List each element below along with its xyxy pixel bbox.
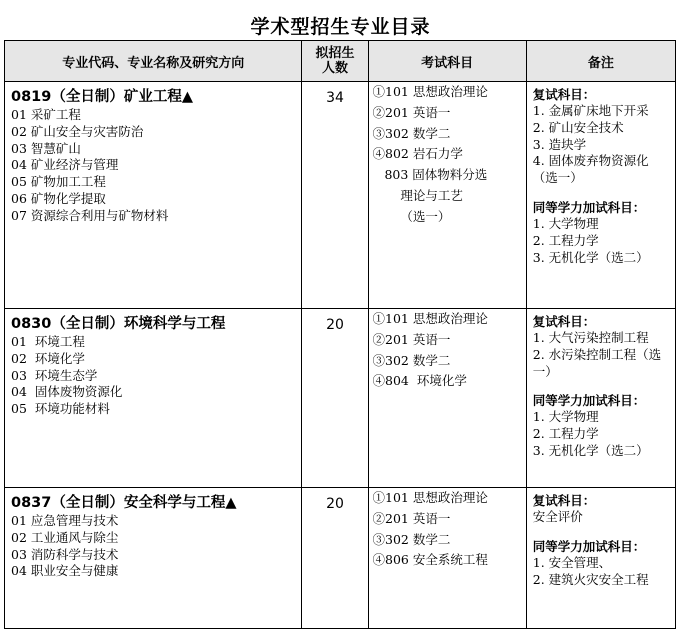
retest-item: 安全评价 (532, 509, 583, 524)
table-row (5, 82, 676, 309)
major-heading: 0837（全日制）安全科学与工程▲ (11, 495, 237, 511)
exam-item: ①101 思想政治理论 (372, 84, 488, 99)
direction-item: 03 消防科学与技术 (11, 546, 119, 562)
equiv-item: 1. 安全管理、 (532, 554, 612, 570)
quota-value: 20 (326, 317, 344, 333)
retest-heading: 复试科目： (532, 314, 596, 329)
equiv-item: 2. 建筑火灾安全工程 (532, 571, 649, 587)
exam-item: 803 固体物料分选 (372, 167, 488, 183)
direction-item: 07 资源综合利用与矿物材料 (11, 207, 169, 223)
header-quota-line2: 人数 (321, 61, 348, 76)
equiv-item: 2. 工程力学 (532, 232, 599, 248)
page-title: 学术型招生专业目录 (250, 16, 431, 38)
exams-cell (368, 488, 526, 629)
equiv-item: 2. 工程力学 (532, 426, 599, 442)
retest-heading: 复试科目： (532, 87, 596, 102)
retest-item: 3. 造块学 (532, 136, 587, 152)
direction-item: 04 职业安全与健康 (11, 563, 119, 579)
header-notes: 备注 (526, 41, 675, 82)
retest-item: 1. 大气污染控制工程 (532, 330, 649, 345)
direction-item: 04 矿业经济与管理 (11, 157, 119, 173)
header-quota-line1: 拟招生 (315, 46, 355, 61)
direction-item: 02 环境化学 (11, 350, 85, 366)
quota-value: 20 (326, 496, 344, 512)
direction-item: 02 工业通风与除尘 (11, 529, 119, 545)
table-header-row (5, 41, 676, 82)
major-catalog-table (4, 40, 676, 629)
direction-item: 03 智慧矿山 (11, 140, 81, 156)
direction-item: 01 采矿工程 (11, 107, 81, 122)
exam-item: ③302 数学二 (372, 125, 451, 141)
quota-cell (302, 309, 368, 488)
equiv-item: 1. 大学物理 (532, 409, 599, 425)
exam-item: ②201 英语一 (372, 104, 451, 120)
major-cell (5, 488, 302, 629)
direction-item: 02 矿山安全与灾害防治 (11, 123, 144, 139)
exam-item: ④804 环境化学 (372, 373, 467, 389)
equiv-item: 3. 无机化学（选二） (532, 249, 649, 265)
quota-value: 34 (326, 90, 344, 106)
direction-item: 05 环境功能材料 (11, 401, 110, 417)
retest-heading: 复试科目： (532, 493, 596, 508)
exam-item: ③302 数学二 (372, 531, 451, 547)
exams-cell (368, 82, 526, 309)
header-quota (302, 41, 368, 82)
retest-item: 4. 固体废弃物资源化 （选一） (532, 153, 649, 186)
exam-item: （选一） (372, 208, 451, 224)
notes-cell (526, 82, 675, 309)
table-row (5, 488, 676, 629)
exam-item: ②201 英语一 (372, 331, 451, 347)
exam-item: 理论与工艺 (372, 187, 463, 203)
header-major: 专业代码、专业名称及研究方向 (5, 41, 302, 82)
major-cell (5, 309, 302, 488)
retest-item: 1. 金属矿床地下开采 (532, 103, 649, 118)
equiv-heading: 同等学力加试科目： (532, 199, 646, 215)
exam-item: ②201 英语一 (372, 510, 451, 526)
direction-item: 06 矿物化学提取 (11, 190, 106, 206)
notes-cell (526, 309, 675, 488)
direction-item: 04 固体废物资源化 (11, 384, 123, 400)
direction-item: 01 环境工程 (11, 334, 85, 349)
equiv-item: 1. 大学物理 (532, 215, 599, 231)
direction-item: 01 应急管理与技术 (11, 513, 119, 528)
quota-cell (302, 82, 368, 309)
equiv-heading: 同等学力加试科目： (532, 538, 646, 554)
equiv-heading: 同等学力加试科目： (532, 393, 646, 409)
retest-item: 2. 水污染控制工程（选一） (532, 346, 662, 379)
exam-item: ④802 岩石力学 (372, 146, 463, 162)
direction-item: 05 矿物加工工程 (11, 174, 106, 190)
equiv-item: 3. 无机化学（选二） (532, 442, 649, 458)
exam-item: ③302 数学二 (372, 352, 451, 368)
notes-cell (526, 488, 675, 629)
retest-item: 2. 矿山安全技术 (532, 119, 624, 135)
header-exams: 考试科目 (368, 41, 526, 82)
exams-cell (368, 309, 526, 488)
exam-item: ①101 思想政治理论 (372, 311, 488, 326)
exam-item: ①101 思想政治理论 (372, 490, 488, 505)
major-heading: 0830（全日制）环境科学与工程 (11, 316, 226, 332)
major-cell (5, 82, 302, 309)
direction-item: 03 环境生态学 (11, 367, 98, 383)
exam-item: ④806 安全系统工程 (372, 552, 488, 568)
quota-cell (302, 488, 368, 629)
major-heading: 0819（全日制）矿业工程▲ (11, 89, 194, 105)
table-row (5, 309, 676, 488)
